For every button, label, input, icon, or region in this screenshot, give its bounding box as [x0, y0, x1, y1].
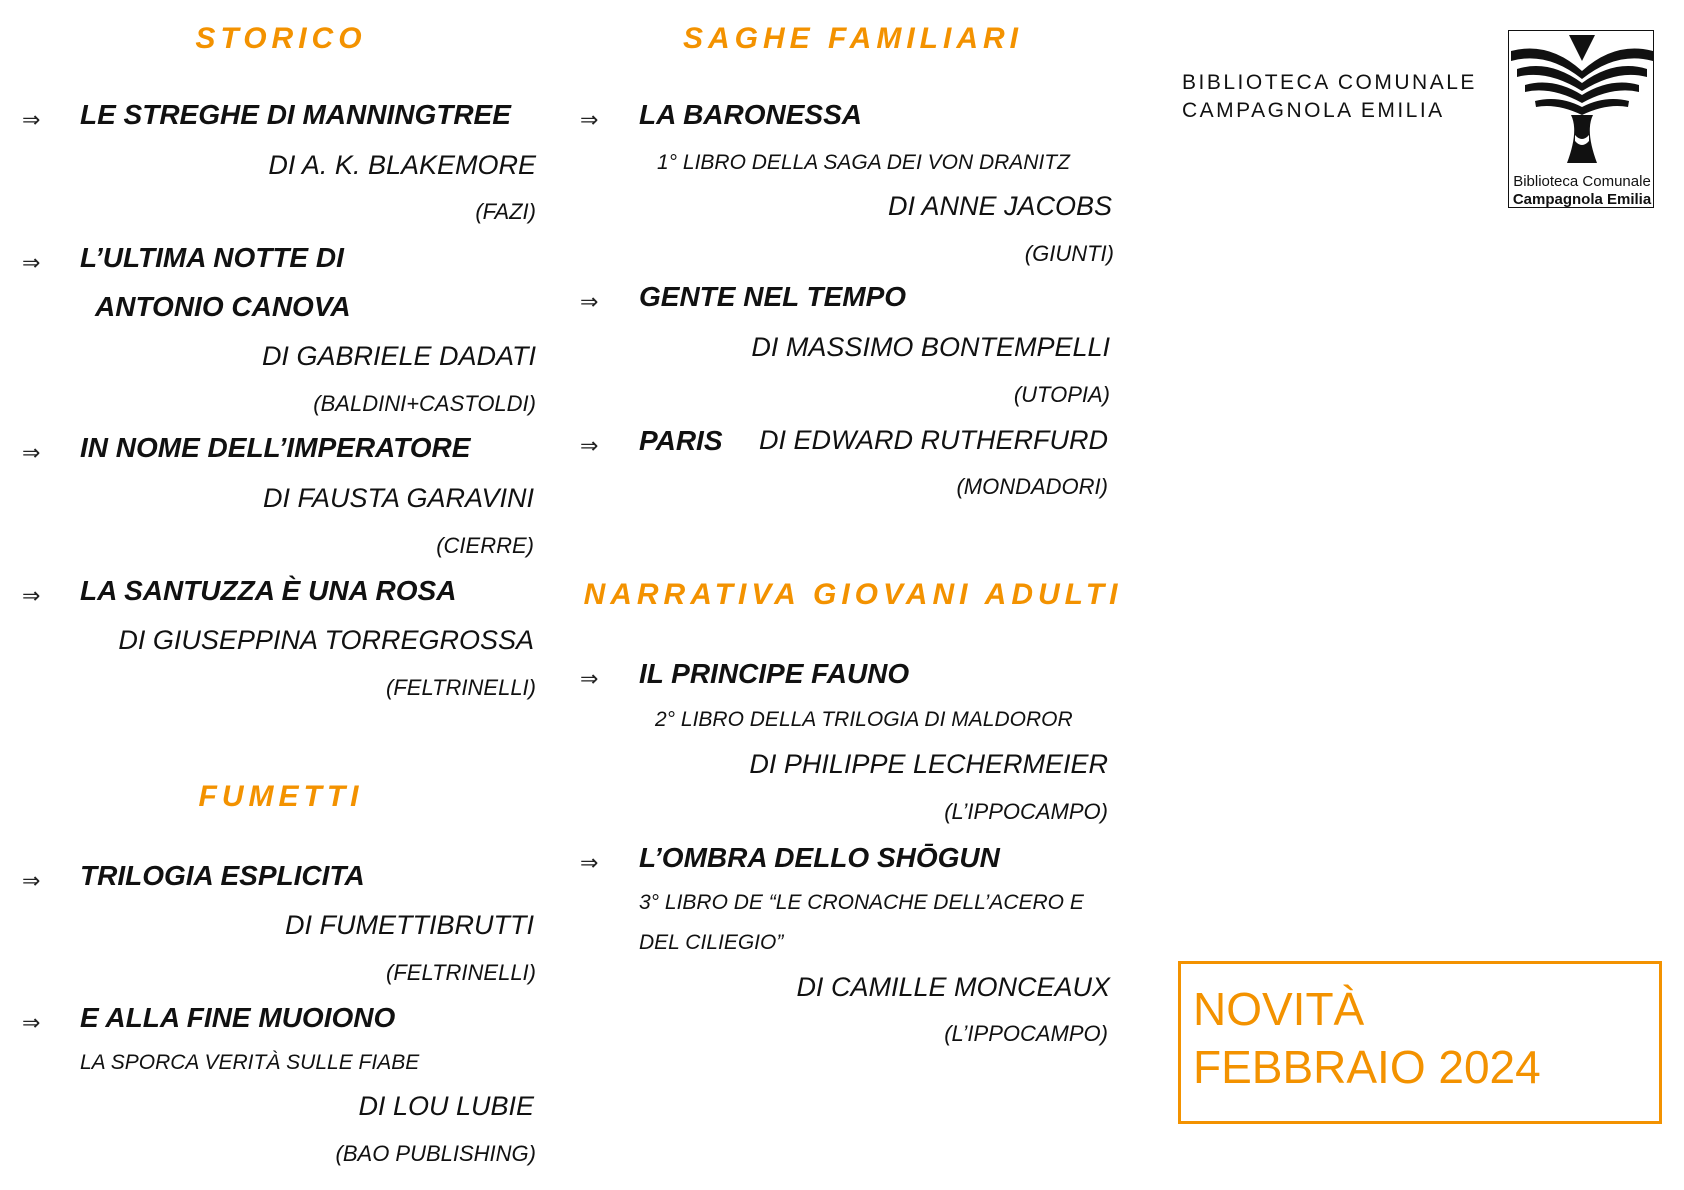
book-title: LA SANTUZZA È UNA ROSA	[80, 575, 457, 606]
book-title: E ALLA FINE MUOIONO	[80, 1002, 396, 1033]
book-author: DI GIUSEPPINA TORREGROSSA	[118, 625, 534, 655]
book-author: DI GABRIELE DADATI	[261, 341, 536, 371]
bullet-arrow-icon: ⇒	[22, 108, 41, 133]
novita-date: FEBBRAIO 2024	[1193, 1041, 1541, 1093]
book-publisher: (MONDADORI)	[956, 474, 1108, 499]
book-author: DI A. K. BLAKEMORE	[268, 150, 536, 180]
book-author: DI FUMETTIBRUTTI	[285, 910, 534, 940]
bullet-arrow-icon: ⇒	[22, 441, 41, 466]
heading-storico: STORICO	[195, 22, 367, 55]
book-tree-icon	[1509, 31, 1655, 171]
bullet-arrow-icon: ⇒	[22, 869, 41, 894]
bullet-arrow-icon: ⇒	[580, 434, 599, 459]
library-logo	[1508, 30, 1654, 208]
heading-fumetti: FUMETTI	[198, 780, 364, 813]
novita-title: NOVITÀ	[1193, 983, 1365, 1035]
book-title: IN NOME DELL’IMPERATORE	[80, 432, 471, 463]
book-publisher: (CIERRE)	[436, 533, 534, 558]
book-publisher: (L’IPPOCAMPO)	[944, 799, 1108, 824]
book-author: DI LOU LUBIE	[358, 1091, 534, 1121]
book-publisher: (L’IPPOCAMPO)	[944, 1021, 1108, 1046]
book-title: PARIS	[639, 425, 723, 456]
book-publisher: (FAZI)	[475, 199, 536, 224]
book-publisher: (GIUNTI)	[1024, 241, 1114, 266]
heading-saghe-familiari: SAGHE FAMILIARI	[682, 22, 1023, 55]
library-name-line1: BIBLIOTECA COMUNALE	[1182, 71, 1477, 94]
bullet-arrow-icon: ⇒	[580, 667, 599, 692]
book-publisher: (FELTRINELLI)	[386, 960, 536, 985]
book-title: LE STREGHE DI MANNINGTREE	[80, 99, 511, 130]
novita-box	[1178, 961, 1662, 1124]
bullet-arrow-icon: ⇒	[22, 251, 41, 276]
book-title: LA BARONESSA	[639, 99, 862, 130]
book-subtitle: LA SPORCA VERITÀ SULLE FIABE	[80, 1051, 420, 1074]
book-title: ANTONIO CANOVA	[95, 291, 351, 322]
bullet-arrow-icon: ⇒	[22, 584, 41, 609]
book-subtitle: 1° LIBRO DELLA SAGA DEI VON DRANITZ	[657, 151, 1070, 174]
book-subtitle: 3° LIBRO DE “LE CRONACHE DELL’ACERO E	[639, 891, 1084, 914]
book-publisher: (BALDINI+CASTOLDI)	[313, 391, 536, 416]
book-author: DI PHILIPPE LECHERMEIER	[749, 749, 1108, 779]
heading-narrativa-giovani-adulti: NARRATIVA GIOVANI ADULTI	[583, 578, 1123, 611]
bullet-arrow-icon: ⇒	[580, 108, 599, 133]
book-title: GENTE NEL TEMPO	[639, 281, 907, 312]
book-title: TRILOGIA ESPLICITA	[80, 860, 365, 891]
book-title: IL PRINCIPE FAUNO	[639, 658, 910, 689]
logo-caption-bold: Campagnola Emilia	[1512, 191, 1652, 208]
book-author: DI CAMILLE MONCEAUX	[796, 972, 1110, 1002]
book-title: L’ULTIMA NOTTE DI	[80, 242, 344, 273]
bullet-arrow-icon: ⇒	[580, 851, 599, 876]
book-author: DI FAUSTA GARAVINI	[262, 483, 534, 513]
book-subtitle: 2° LIBRO DELLA TRILOGIA DI MALDOROR	[655, 708, 1073, 731]
book-author: DI EDWARD RUTHERFURD	[759, 425, 1108, 455]
bullet-arrow-icon: ⇒	[580, 290, 599, 315]
book-author: DI MASSIMO BONTEMPELLI	[751, 332, 1110, 362]
book-title: L’OMBRA DELLO SHŌGUN	[639, 842, 1000, 873]
book-publisher: (BAO PUBLISHING)	[335, 1141, 536, 1166]
library-name-line2: CAMPAGNOLA EMILIA	[1182, 99, 1445, 122]
book-publisher: (FELTRINELLI)	[386, 675, 536, 700]
book-subtitle: DEL CILIEGIO”	[639, 931, 784, 954]
book-author: DI ANNE JACOBS	[887, 191, 1112, 221]
bullet-arrow-icon: ⇒	[22, 1011, 41, 1036]
logo-caption: Biblioteca Comunale	[1513, 173, 1651, 190]
book-publisher: (UTOPIA)	[1013, 382, 1110, 407]
